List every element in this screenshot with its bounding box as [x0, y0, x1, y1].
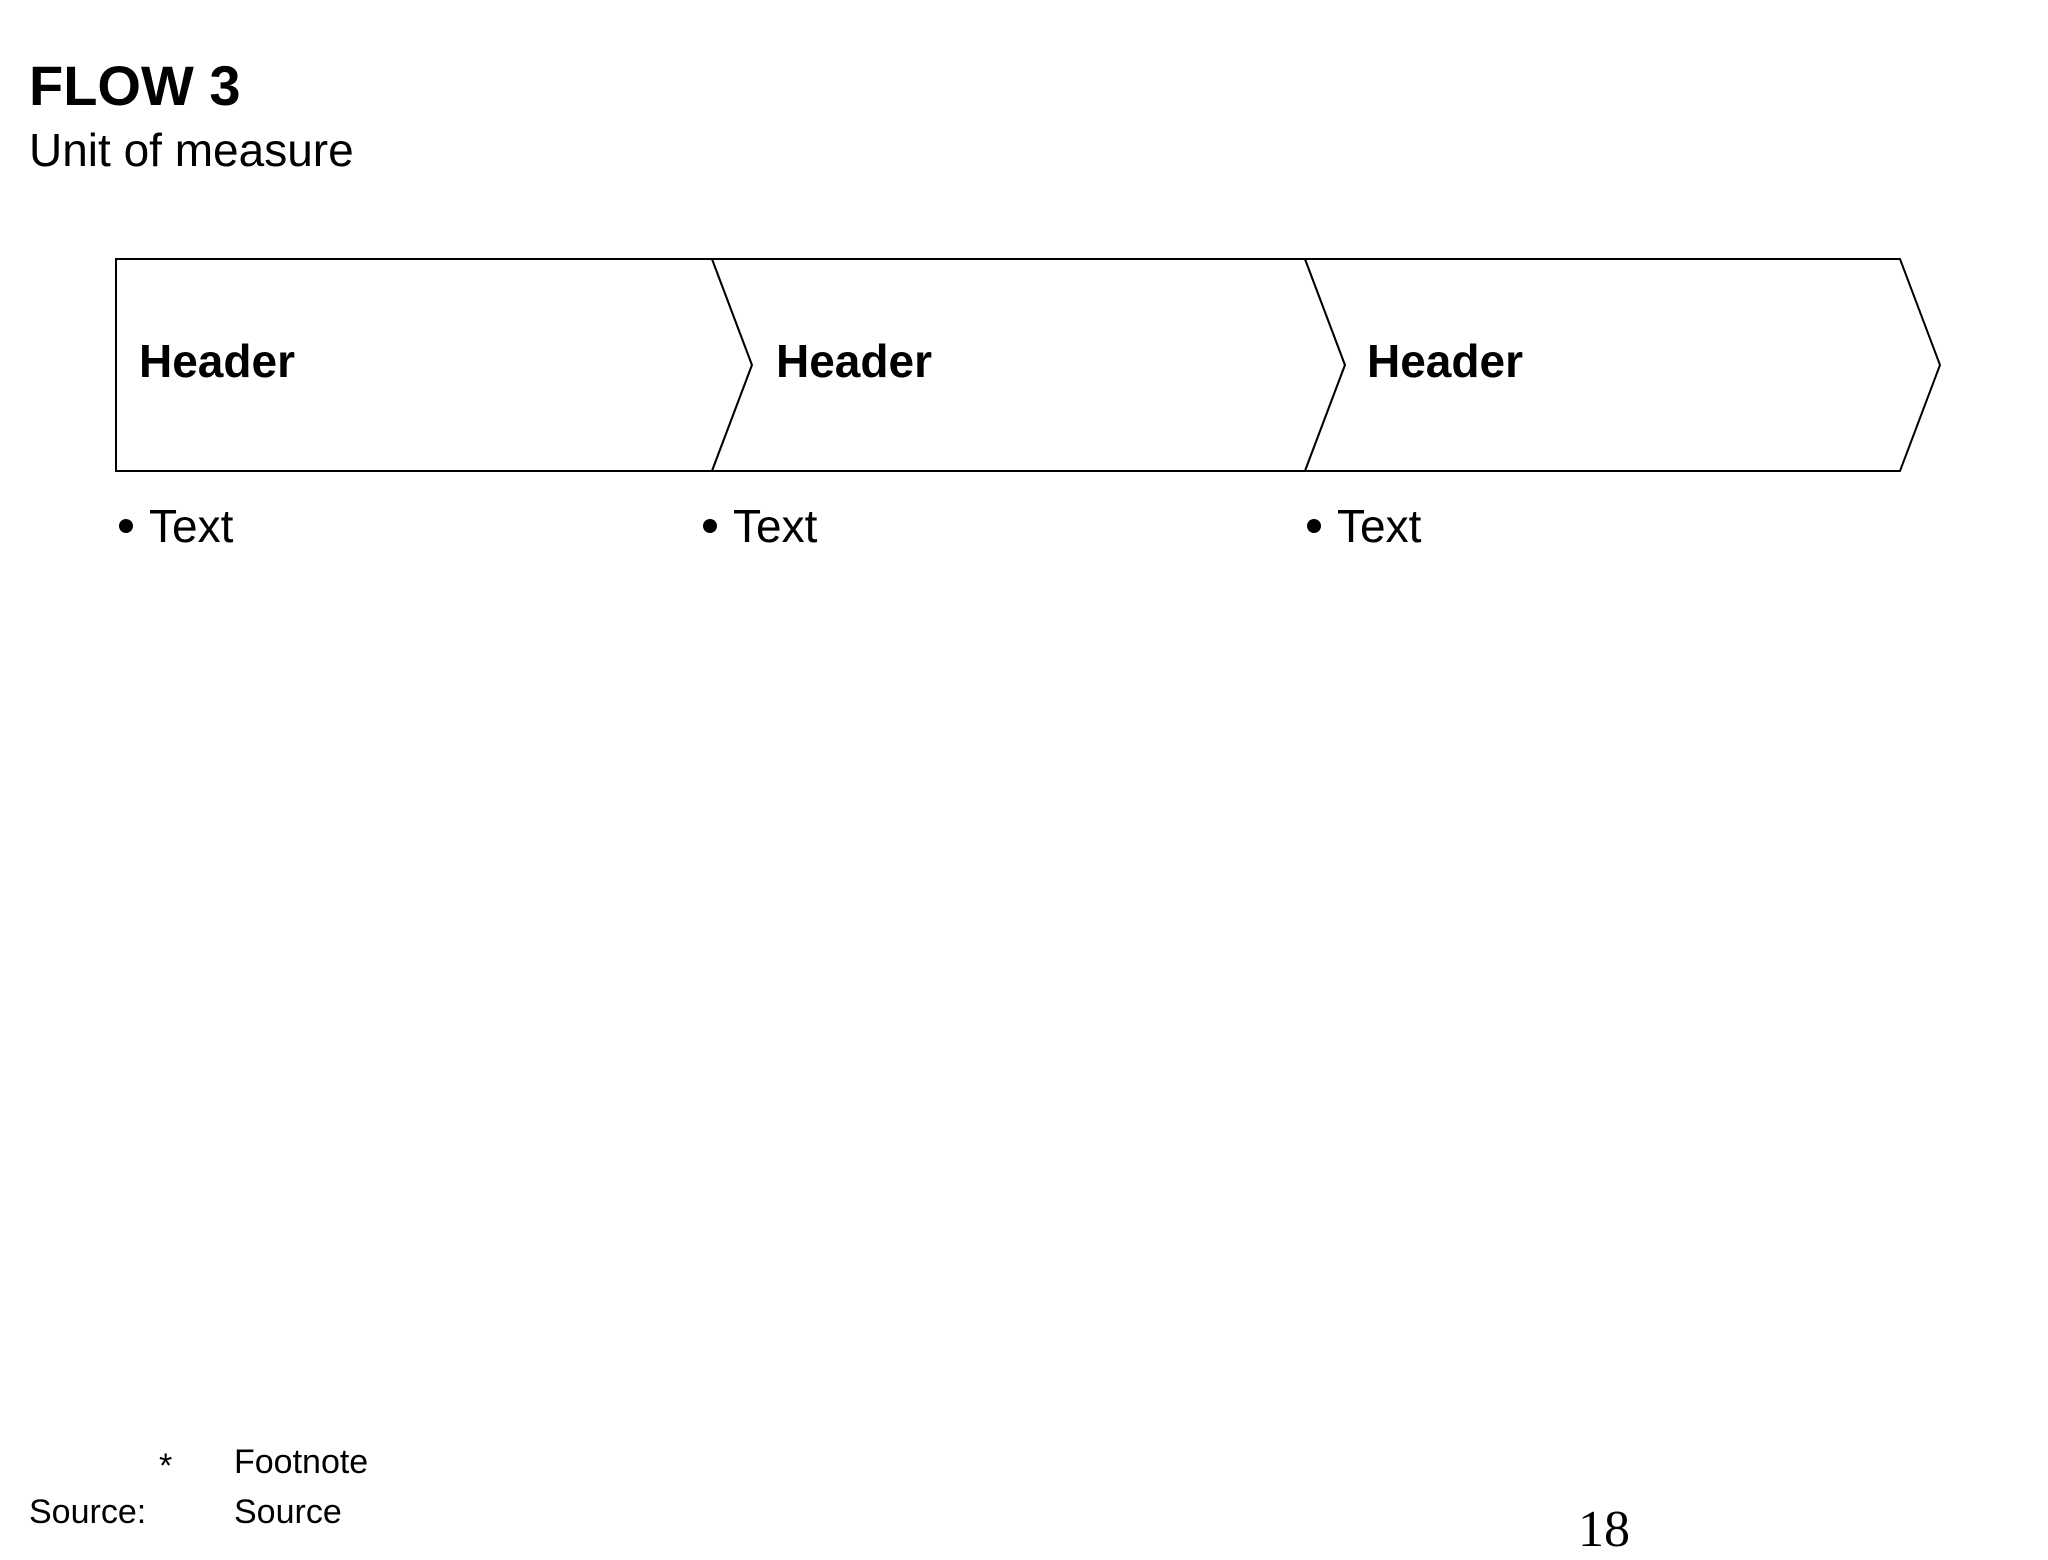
- flow-step-3-bullet-text: Text: [1337, 500, 1422, 552]
- flow-step-2-bullet: [703, 496, 817, 556]
- page-number: 18: [1578, 1501, 1630, 1558]
- source-label: Source:: [29, 1493, 147, 1531]
- flow-diagram: [0, 0, 2048, 600]
- bullet-icon: [1307, 519, 1321, 533]
- flow-step-3-header: Header: [1367, 335, 1523, 387]
- bullet-icon: [119, 519, 133, 533]
- flow-step-2-header: Header: [776, 335, 932, 387]
- footnote-text: Footnote: [234, 1443, 369, 1481]
- source-text: Source: [234, 1493, 342, 1531]
- flow-step-1-bullet-text: Text: [149, 500, 234, 552]
- page-subtitle: Unit of measure: [29, 124, 354, 176]
- flow-step-1-header: Header: [139, 335, 295, 387]
- footnote-marker: *: [159, 1447, 173, 1485]
- page-title: FLOW 3: [29, 54, 241, 117]
- bullet-icon: [703, 519, 717, 533]
- flow-step-3-bullet: [1307, 496, 1421, 556]
- flow-step-1-bullet: [119, 496, 233, 556]
- flow-step-2-bullet-text: Text: [733, 500, 818, 552]
